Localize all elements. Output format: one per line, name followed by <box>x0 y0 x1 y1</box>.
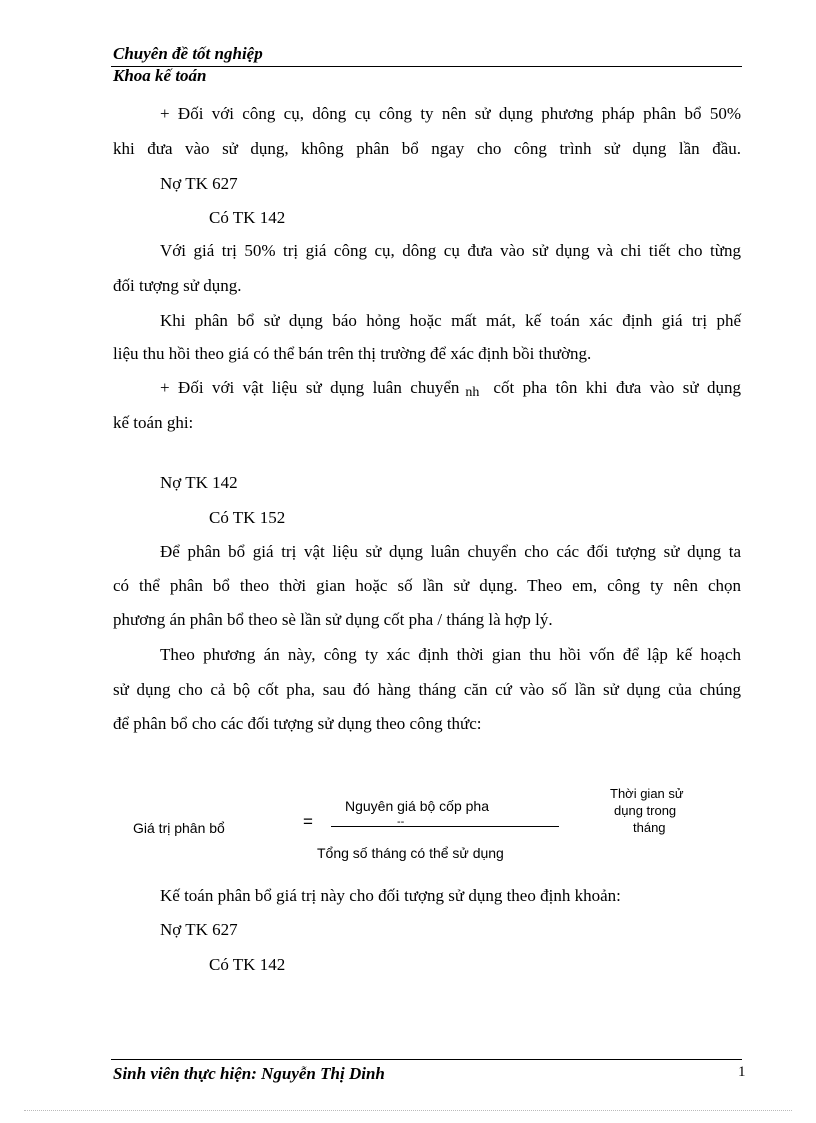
subscript-text: nh <box>465 385 480 400</box>
formula-rhs: Thời gian sử <box>610 786 684 801</box>
formula-rhs: dụng trong <box>614 803 677 818</box>
journal-debit: Nợ TK 627 <box>160 174 238 193</box>
formula-lhs: Giá trị phân bổ <box>133 820 225 836</box>
paragraph-line: Để phân bổ giá trị vật liệu sử dụng luân chuyển cho các đối tượng sử dụng ta <box>160 542 741 561</box>
journal-debit: Nợ TK 627 <box>160 920 238 939</box>
paragraph-line: Với giá trị 50% trị giá công cụ, dông cụ đưa vào sử dụng và chi tiết cho từng <box>160 241 741 260</box>
header-department: Khoa kế toán <box>113 66 207 85</box>
paragraph-line: sử dụng cho cả bộ cốt pha, sau đó hàng tháng căn cứ vào số lần sử dụng của chúng <box>113 680 741 699</box>
fraction-bar <box>331 826 559 827</box>
formula-equals: = <box>303 812 313 831</box>
journal-credit: Có TK 142 <box>209 208 286 227</box>
formula-numerator: Nguyên giá bộ cốp pha <box>345 798 489 814</box>
page-number: 1 <box>738 1064 746 1080</box>
formula-denominator: Tổng số tháng có thể sử dụng <box>317 845 504 861</box>
paragraph-line: liệu thu hồi theo giá có thể bán trên thị trường để xác định bồi thường. <box>113 344 592 363</box>
journal-credit: Có TK 142 <box>209 955 286 974</box>
journal-credit: Có TK 152 <box>209 508 286 527</box>
paragraph-line: phương án phân bổ theo sè lần sử dụng cốt pha / tháng là hợp lý. <box>113 610 553 629</box>
page-edge <box>24 1110 792 1111</box>
paragraph-text: + Đối với vật liệu sử dụng luân chuyển <box>160 378 460 397</box>
paragraph-line: Khi phân bổ sử dụng báo hỏng hoặc mất mát, kế toán xác định giá trị phế <box>160 311 741 330</box>
paragraph-line: Theo phương án này, công ty xác định thời gian thu hồi vốn để lập kế hoạch <box>160 645 741 664</box>
paragraph-line: có thể phân bổ theo thời gian hoặc số lần sử dụng. Theo em, công ty nên chọn <box>113 576 741 595</box>
footer-rule <box>111 1059 742 1060</box>
paragraph-line: khi đưa vào sử dụng, không phân bổ ngay cho công trình sử dụng lần đầu. <box>113 139 741 158</box>
paragraph-line: đối tượng sử dụng. <box>113 276 242 295</box>
paragraph-line <box>160 378 741 401</box>
paragraph-line: + Đối với công cụ, dông cụ công ty nên sử dụng phương pháp phân bổ 50% <box>160 104 741 123</box>
footer-student: Sinh viên thực hiện: Nguyễn Thị Dinh <box>113 1064 385 1083</box>
header-title: Chuyên đề tốt nghiệp <box>113 44 263 63</box>
paragraph-line: kế toán ghi: <box>113 413 194 432</box>
journal-debit: Nợ TK 142 <box>160 473 238 492</box>
formula-dashes: -- <box>397 816 405 828</box>
paragraph-text: cốt pha tôn khi đưa vào sử dụng <box>493 378 741 397</box>
paragraph-line: để phân bổ cho các đối tượng sử dụng theo công thức: <box>113 714 482 733</box>
paragraph-line: Kế toán phân bổ giá trị này cho đối tượng sử dụng theo định khoản: <box>160 886 621 905</box>
formula-rhs: tháng <box>633 820 666 835</box>
